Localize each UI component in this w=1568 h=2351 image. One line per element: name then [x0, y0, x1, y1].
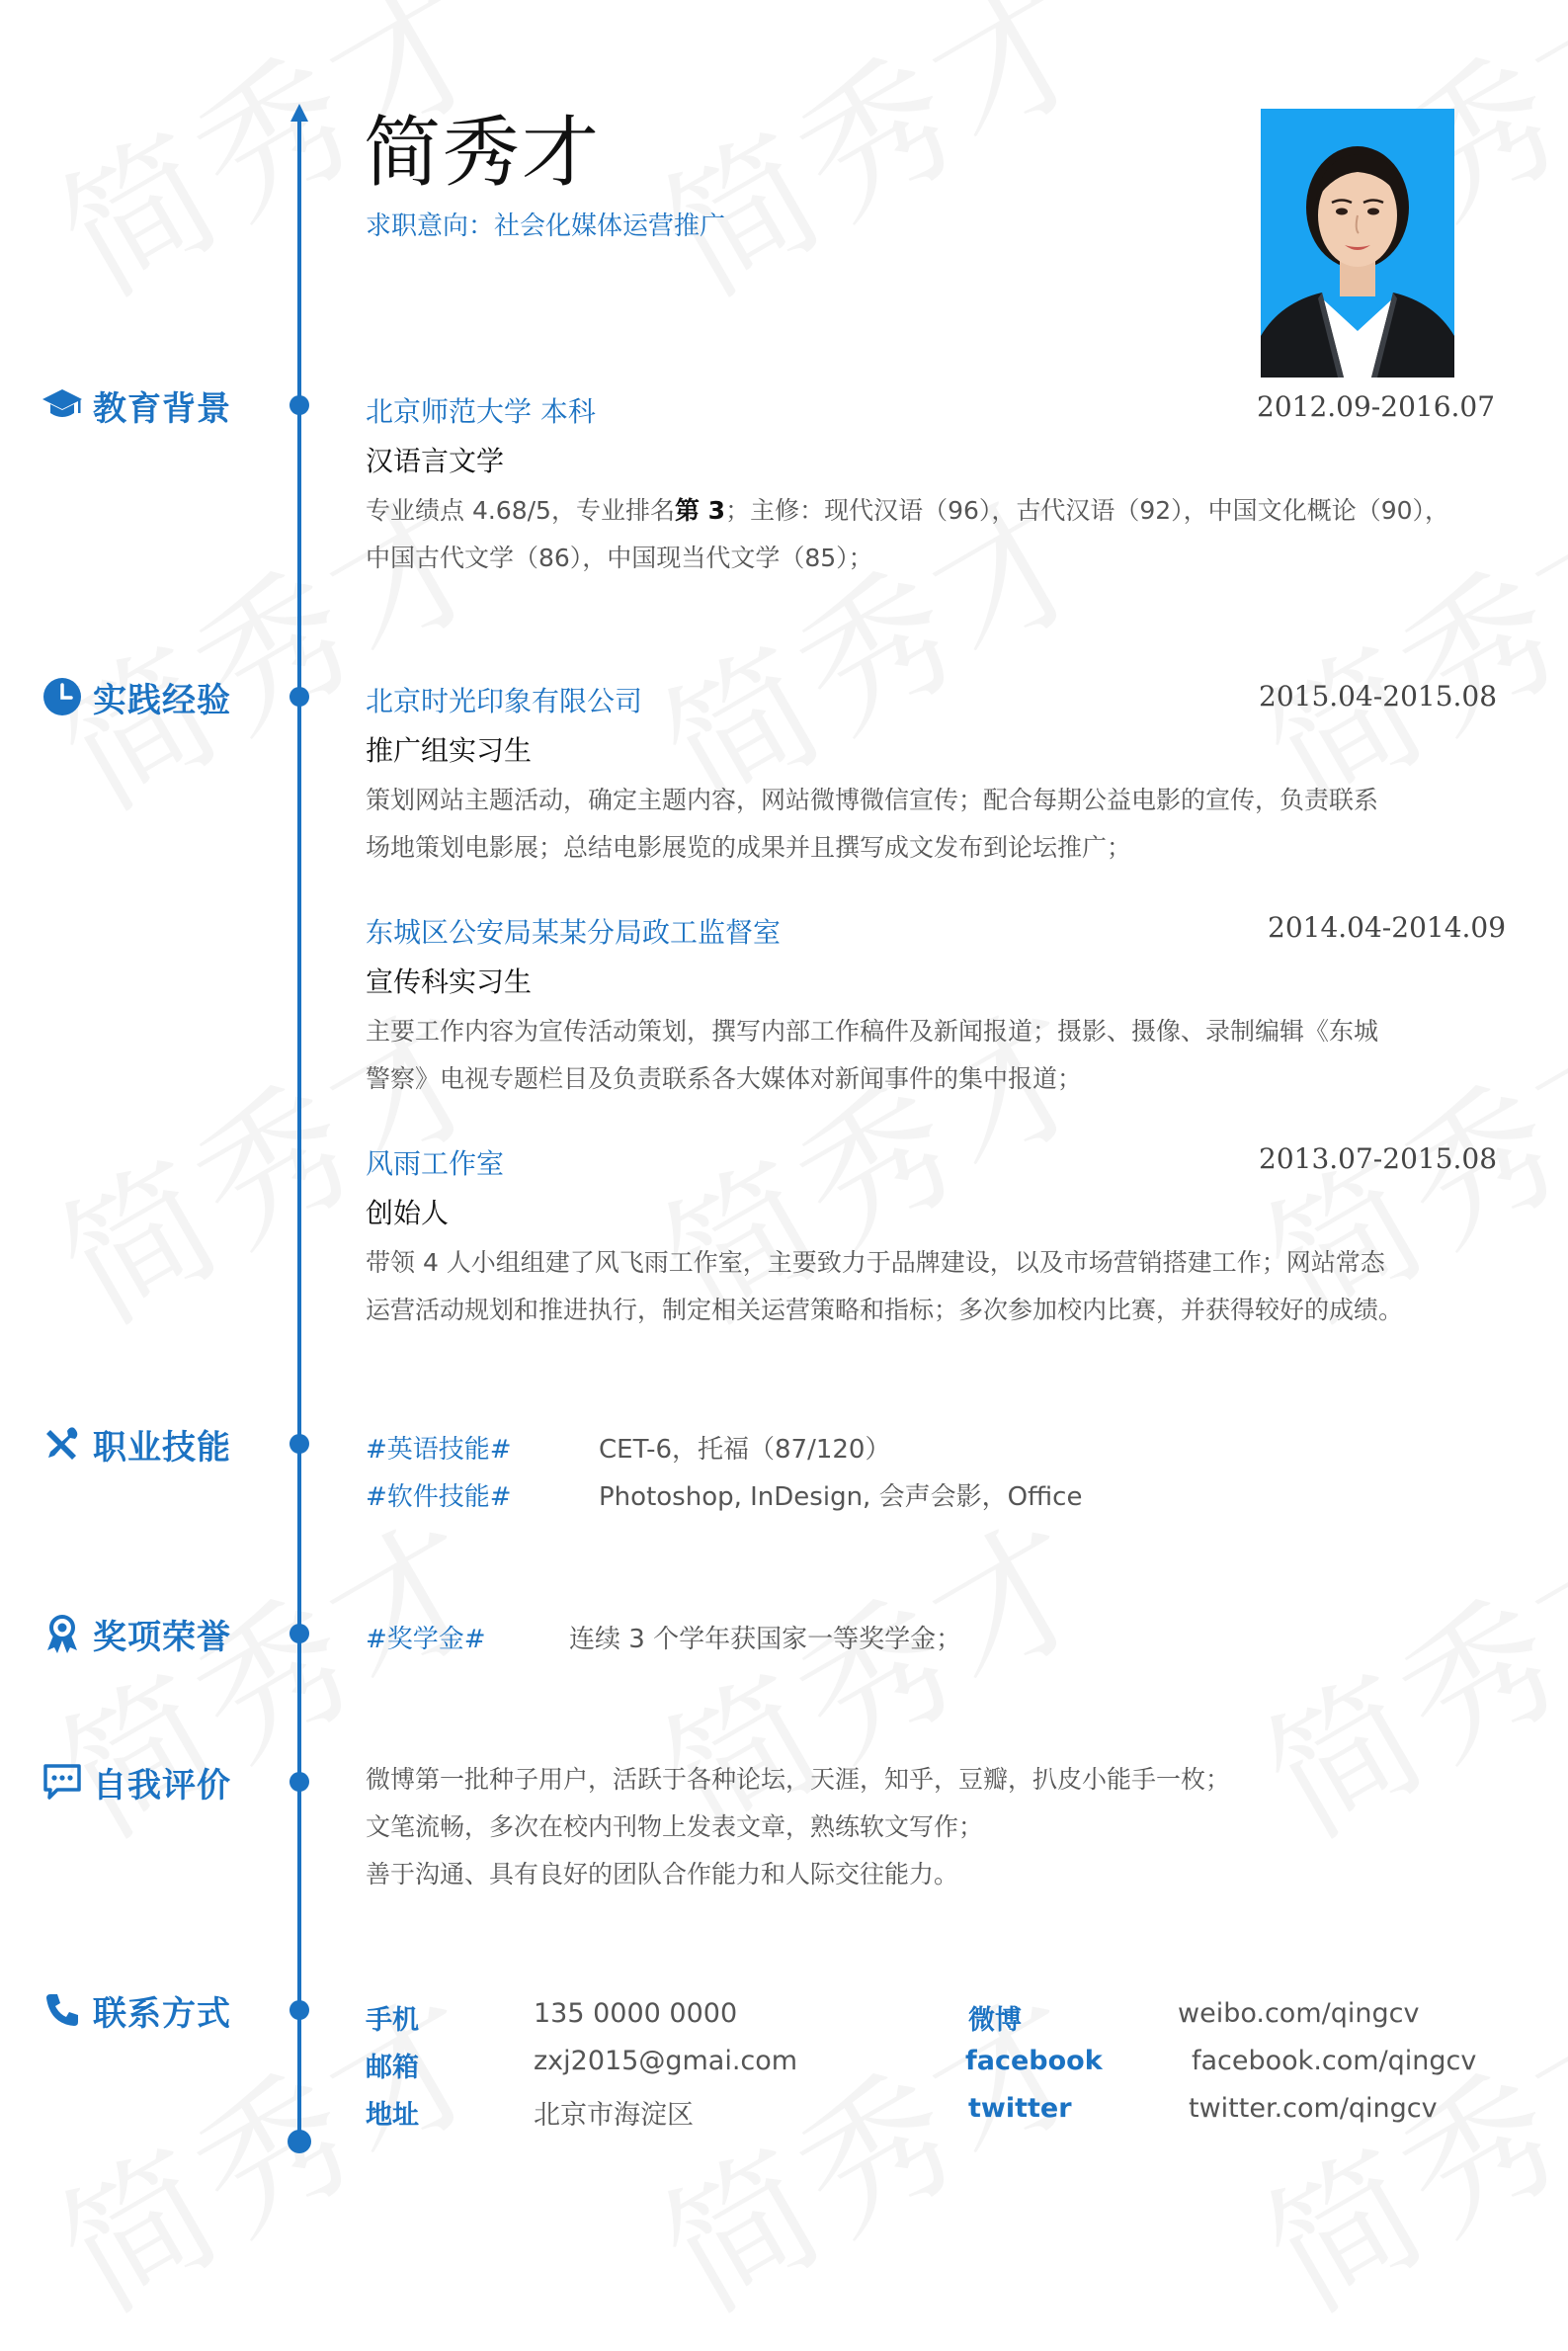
experience-role: 创始人 — [366, 1197, 450, 1229]
skill-tag: #英语技能# — [366, 1435, 512, 1465]
phone-icon — [40, 1987, 85, 2033]
description-line: 带领 4 人小组组建了风飞雨工作室，主要致力于品牌建设，以及市场营销搭建工作；网站常态 — [366, 1248, 1385, 1277]
experience-date: 2013.07-2015.08 — [1259, 1142, 1498, 1175]
timeline-line — [297, 117, 301, 2142]
description-line: 微博第一批种子用户，活跃于各种论坛，天涯，知乎，豆瓣，扒皮小能手一枚； — [366, 1765, 1231, 1794]
education-date: 2012.09-2016.07 — [1257, 390, 1496, 423]
experience-date: 2015.04-2015.08 — [1259, 680, 1498, 713]
skill-value: Photoshop, InDesign, 会声会影，Office — [599, 1482, 1083, 1512]
timeline-dot — [289, 395, 309, 415]
self-evaluation-text — [366, 1756, 1512, 1898]
company-name: 风雨工作室 — [366, 1147, 505, 1180]
section-heading-self-evaluation — [40, 1757, 231, 1806]
section-label: 联系方式 — [93, 1993, 231, 2034]
description-line: 策划网站主题活动，确定主题内容，网站微博微信宣传；配合每期公益电影的宣传，负责联系 — [366, 786, 1379, 814]
section-label: 奖项荣誉 — [93, 1617, 231, 1657]
tools-icon — [40, 1421, 85, 1467]
twitter-link[interactable]: twitter.com/qingcv — [1189, 2093, 1438, 2124]
job-objective: 求职意向：社会化媒体运营推广 — [366, 211, 726, 241]
section-heading-awards — [40, 1609, 231, 1658]
description-line: 场地策划电影展；总结电影展览的成果并且撰写成文发布到论坛推广； — [366, 833, 1132, 862]
facebook-label: facebook — [965, 2046, 1103, 2076]
twitter-label: twitter — [968, 2093, 1072, 2124]
facebook-link[interactable]: facebook.com/qingcv — [1192, 2046, 1477, 2076]
timeline-end-dot — [288, 2130, 311, 2153]
section-heading-skills — [40, 1419, 231, 1469]
experience-date: 2014.04-2014.09 — [1268, 911, 1507, 944]
section-label: 实践经验 — [93, 680, 231, 720]
timeline-dot — [289, 687, 309, 707]
section-heading-education — [40, 380, 231, 430]
skill-value: CET-6，托福（87/120） — [599, 1435, 891, 1465]
timeline-dot — [289, 1772, 309, 1792]
experience-description — [366, 1239, 1512, 1334]
experience-role: 推广组实习生 — [366, 734, 533, 767]
clock-icon — [40, 674, 85, 719]
address-label: 地址 — [366, 2100, 419, 2131]
timeline-dot — [289, 1434, 309, 1454]
experience-description — [366, 1008, 1512, 1103]
experience-description — [366, 777, 1512, 872]
description-line: 专业绩点 4.68/5，专业排名第 3；主修：现代汉语（96），古代汉语（92），中国文化概论（90）， — [366, 496, 1449, 525]
watermark — [619, 1934, 1126, 2350]
weibo-link[interactable]: weibo.com/qingcv — [1178, 1998, 1420, 2029]
portrait-image — [1261, 109, 1454, 378]
rank-highlight: 第 3 — [674, 496, 726, 525]
email-label: 邮箱 — [366, 2053, 419, 2083]
phone-label: 手机 — [366, 2005, 419, 2036]
section-label: 自我评价 — [93, 1765, 231, 1805]
email-value: zxj2015@gmai.com — [534, 2046, 798, 2076]
company-name: 北京时光印象有限公司 — [366, 685, 643, 717]
description-line: 中国古代文学（86），中国现当代文学（85）； — [366, 544, 873, 572]
phone-value: 135 0000 0000 — [534, 1998, 738, 2029]
section-label: 教育背景 — [93, 388, 231, 429]
description-line: 善于沟通、具有良好的团队合作能力和人际交往能力。 — [366, 1860, 959, 1889]
description-line: 警察》电视专题栏目及负责联系各大媒体对新闻事件的集中报道； — [366, 1064, 1083, 1093]
education-major: 汉语言文学 — [366, 445, 505, 477]
experience-role: 宣传科实习生 — [366, 966, 533, 998]
watermark — [619, 0, 1126, 335]
award-tag: #奖学金# — [366, 1625, 486, 1654]
address-value: 北京市海淀区 — [534, 2100, 694, 2131]
weibo-label: 微博 — [968, 2005, 1022, 2036]
profile-photo — [1261, 109, 1454, 378]
school-name: 北京师范大学 本科 — [366, 395, 596, 428]
chat-bubble-icon — [40, 1759, 85, 1805]
award-ribbon-icon — [40, 1611, 85, 1656]
watermark — [1222, 1934, 1568, 2350]
description-line: 运营活动规划和推进执行，制定相关运营策略和指标；多次参加校内比赛，并获得较好的成绩。 — [366, 1296, 1404, 1324]
description-line: 主要工作内容为宣传活动策划，撰写内部工作稿件及新闻报道；摄影、摄像、录制编辑《东城 — [366, 1017, 1379, 1046]
graduation-cap-icon — [40, 382, 85, 428]
skill-tag: #软件技能# — [366, 1482, 512, 1512]
section-heading-contact — [40, 1985, 231, 2035]
company-name: 东城区公安局某某分局政工监督室 — [366, 916, 782, 949]
section-label: 职业技能 — [93, 1427, 231, 1468]
award-value: 连续 3 个学年获国家一等奖学金； — [569, 1625, 962, 1654]
description-line: 文笔流畅，多次在校内刊物上发表文章，熟练软文写作； — [366, 1812, 984, 1841]
candidate-name: 简秀才 — [364, 109, 602, 198]
timeline-dot — [289, 1624, 309, 1643]
education-description — [366, 487, 1512, 582]
timeline-dot — [289, 2000, 309, 2020]
section-heading-experience — [40, 672, 231, 721]
